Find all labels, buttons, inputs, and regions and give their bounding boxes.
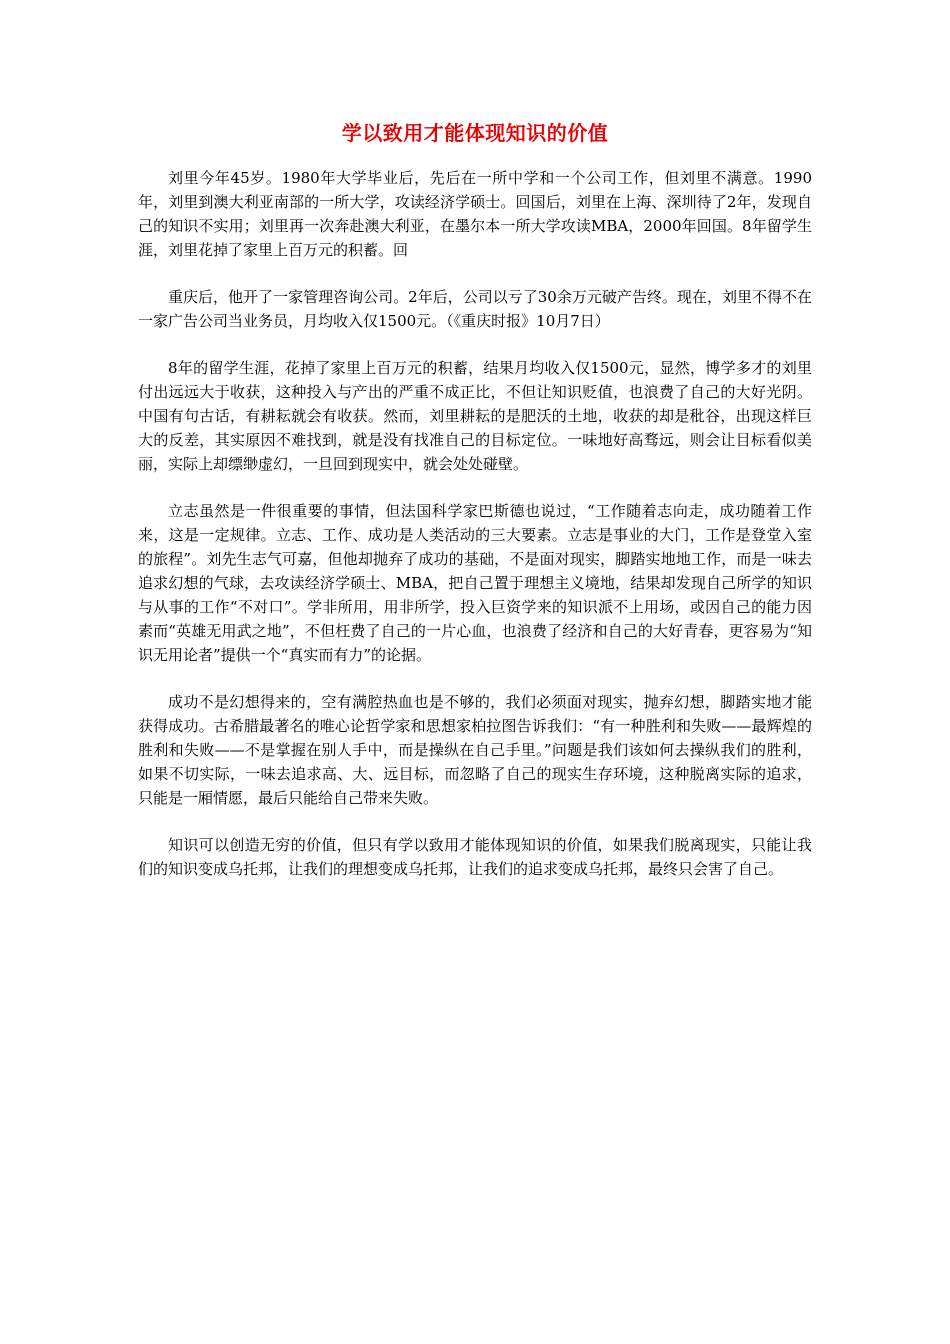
paragraph-4: 立志虽然是一件很重要的事情，但法国科学家巴斯德也说过，“工作随着志向走，成功随着工作来，这是一定规律。立志、工作、成功是人类活动的三大要素。立志是事业的大门，工作是登堂入室的旅程”。刘先生志气可嘉，但他却抛弃了成功的基础，不是面对现实，脚踏实地地工作，而是一味去追求幻想的气球，去攻读经济学硕士、MBA，把自己置于理想主义境地，结果却发现自己所学的知识与从事的工作“不对口”。学非所用，用非所学，投入巨资学来的知识派不上用场，或因自己的能力因素而“英雄无用武之地”，不但枉费了自己的一片心血，也浪费了经济和自己的大好青春，更容易为“知识无用论者”提供一个“真实而有力”的论据。 xyxy=(138,502,812,664)
paragraph-5: 成功不是幻想得来的，空有满腔热血也是不够的，我们必须面对现实，抛弃幻想，脚踏实地才能获得成功。古希腊最著名的唯心论哲学家和思想家柏拉图告诉我们：“有一种胜利和失败——最辉煌的胜利和失败——不是掌握在别人手中，而是操纵在自己手里。”问题是我们该如何去操纵我们的胜利，如果不切实际，一味去追求高、大、远目标，而忽略了自己的现实生存环境，这种脱离实际的追求，只能是一厢情愿，最后只能给自己带来失败。 xyxy=(138,693,812,807)
document-title: 学以致用才能体现知识的价值 xyxy=(341,121,609,145)
paragraph-3: 8年的留学生涯，花掉了家里上百万元的积蓄，结果月均收入仅1500元，显然，博学多才的刘里付出远远大于收获，这种投入与产出的严重不成正比，不但让知识贬值，也浪费了自己的大好光阴。中国有句古话，有耕耘就会有收获。然而，刘里耕耘的是肥沃的土地，收获的却是秕谷，出现这样巨大的反差，其实原因不难找到，就是没有找准自己的目标定位。一味地好高骛远，则会让目标看似美丽，实际上却缥缈虚幻，一旦回到现实中，就会处处碰壁。 xyxy=(138,359,812,473)
paragraph-6: 知识可以创造无穷的价值，但只有学以致用才能体现知识的价值，如果我们脱离现实，只能让我们的知识变成乌托邦，让我们的理想变成乌托邦，让我们的追求变成乌托邦，最终只会害了自己。 xyxy=(138,836,812,878)
document-page xyxy=(138,118,812,904)
paragraph-1: 刘里今年45岁。1980年大学毕业后，先后在一所中学和一个公司工作，但刘里不满意。1990年，刘里到澳大利亚南部的一所大学，攻读经济学硕士。回国后，刘里在上海、深圳待了2年，发现自己的知识不实用；刘里再一次奔赴澳大利亚，在墨尔本一所大学攻读MBA，2000年回国。8年留学生涯，刘里花掉了家里上百万元的积蓄。回 xyxy=(138,169,812,259)
paragraph-2: 重庆后，他开了一家管理咨询公司。2年后，公司以亏了30余万元破产告终。现在，刘里不得不在一家广告公司当业务员，月均收入仅1500元。（《重庆时报》10月7日） xyxy=(138,288,812,330)
